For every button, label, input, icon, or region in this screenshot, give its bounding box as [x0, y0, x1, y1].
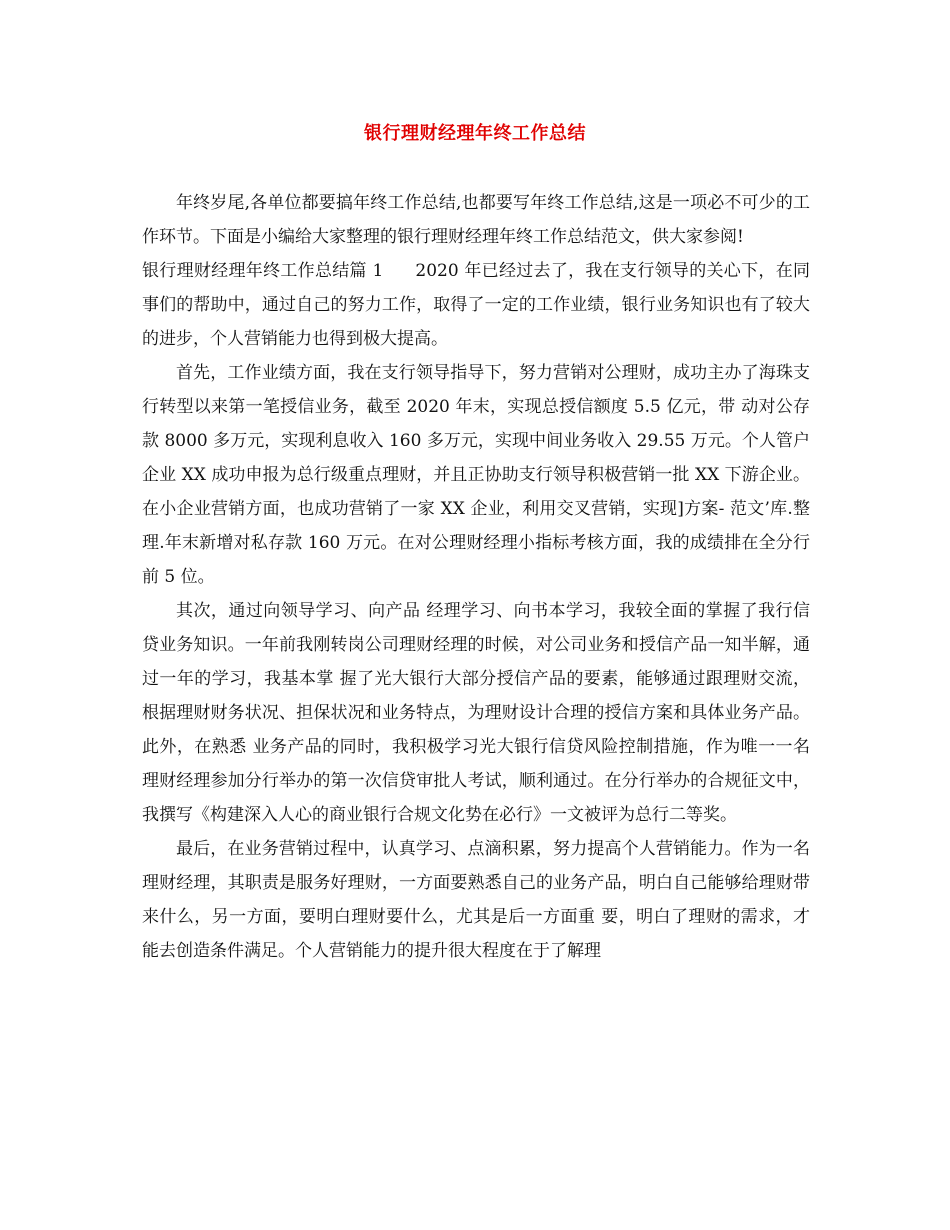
document-body — [142, 186, 810, 968]
intro-paragraph: 年终岁尾,各单位都要搞年终工作总结,也都要写年终工作总结,这是一项必不可少的工作环节。下面是小编给大家整理的银行理财经理年终工作总结范文，供大家参阅! — [142, 193, 810, 247]
paragraph-1: 首先，工作业绩方面，我在支行领导指导下，努力营销对公理财，成功主办了海珠支行转型以来第一笔授信业务，截至 2020 年末，实现总授信额度 5.5 亿元，带 动对公存款 8000 多万元，实现利息收入 160 多万元，实现中间业务收入 29.55 万元。个人管户企业 XX 成功申报为总行级重点理财，并且正协助支行领导积极营销一批 XX 下游企业。在小企业营销方面，也成功营销了一家 XX 企业，利用交叉营销，实现]方案- 范文’库.整理.年末新增对私存款 160 万元。在对公理财经理小指标考核方面，我的成绩排在全分行前 5 位。 — [142, 363, 810, 587]
section-heading: 银行理财经理年终工作总结篇 1 — [142, 261, 384, 281]
section-opening-text: 2020 年已经过去了，我在支行领导的关心下，在同事们的帮助中，通过自己的努力工作，取得了一定的工作业绩，银行业务知识也有了较大的进步，个人营销能力也得到极大提高。 — [142, 261, 810, 349]
paragraph-3: 最后，在业务营销过程中，认真学习、点滴积累，努力提高个人营销能力。作为一名理财经理，其职责是服务好理财，一方面要熟悉自己的业务产品，明白自己能够给理财带来什么，另一方面，要明白理财要什么，尤其是后一方面重 要，明白了理财的需求，才能去创造条件满足。个人营销能力的提升很大程度在于了解理 — [142, 839, 810, 961]
section-paragraph — [142, 254, 810, 356]
document-title: 银行理财经理年终工作总结 — [364, 123, 586, 144]
paragraph-2: 其次，通过向领导学习、向产品 经理学习、向书本学习，我较全面的掌握了我行信贷业务知识。一年前我刚转岗公司理财经理的时候，对公司业务和授信产品一知半解，通过一年的学习，我基本掌 握了光大银行大部分授信产品的要素，能够通过跟理财交流，根据理财财务状况、担保状况和业务特点，为理财设计合理的授信方案和具体业务产品。此外，在熟悉 业务产品的同时，我积极学习光大银行信贷风险控制措施，作为唯一一名理财经理参加分行举办的第一次信贷审批人考试，顺利通过。在分行举办的合规征文中，我撰写《构建深入人心的商业银行合规文化势在必行》一文被评为总行二等奖。 — [142, 601, 810, 825]
